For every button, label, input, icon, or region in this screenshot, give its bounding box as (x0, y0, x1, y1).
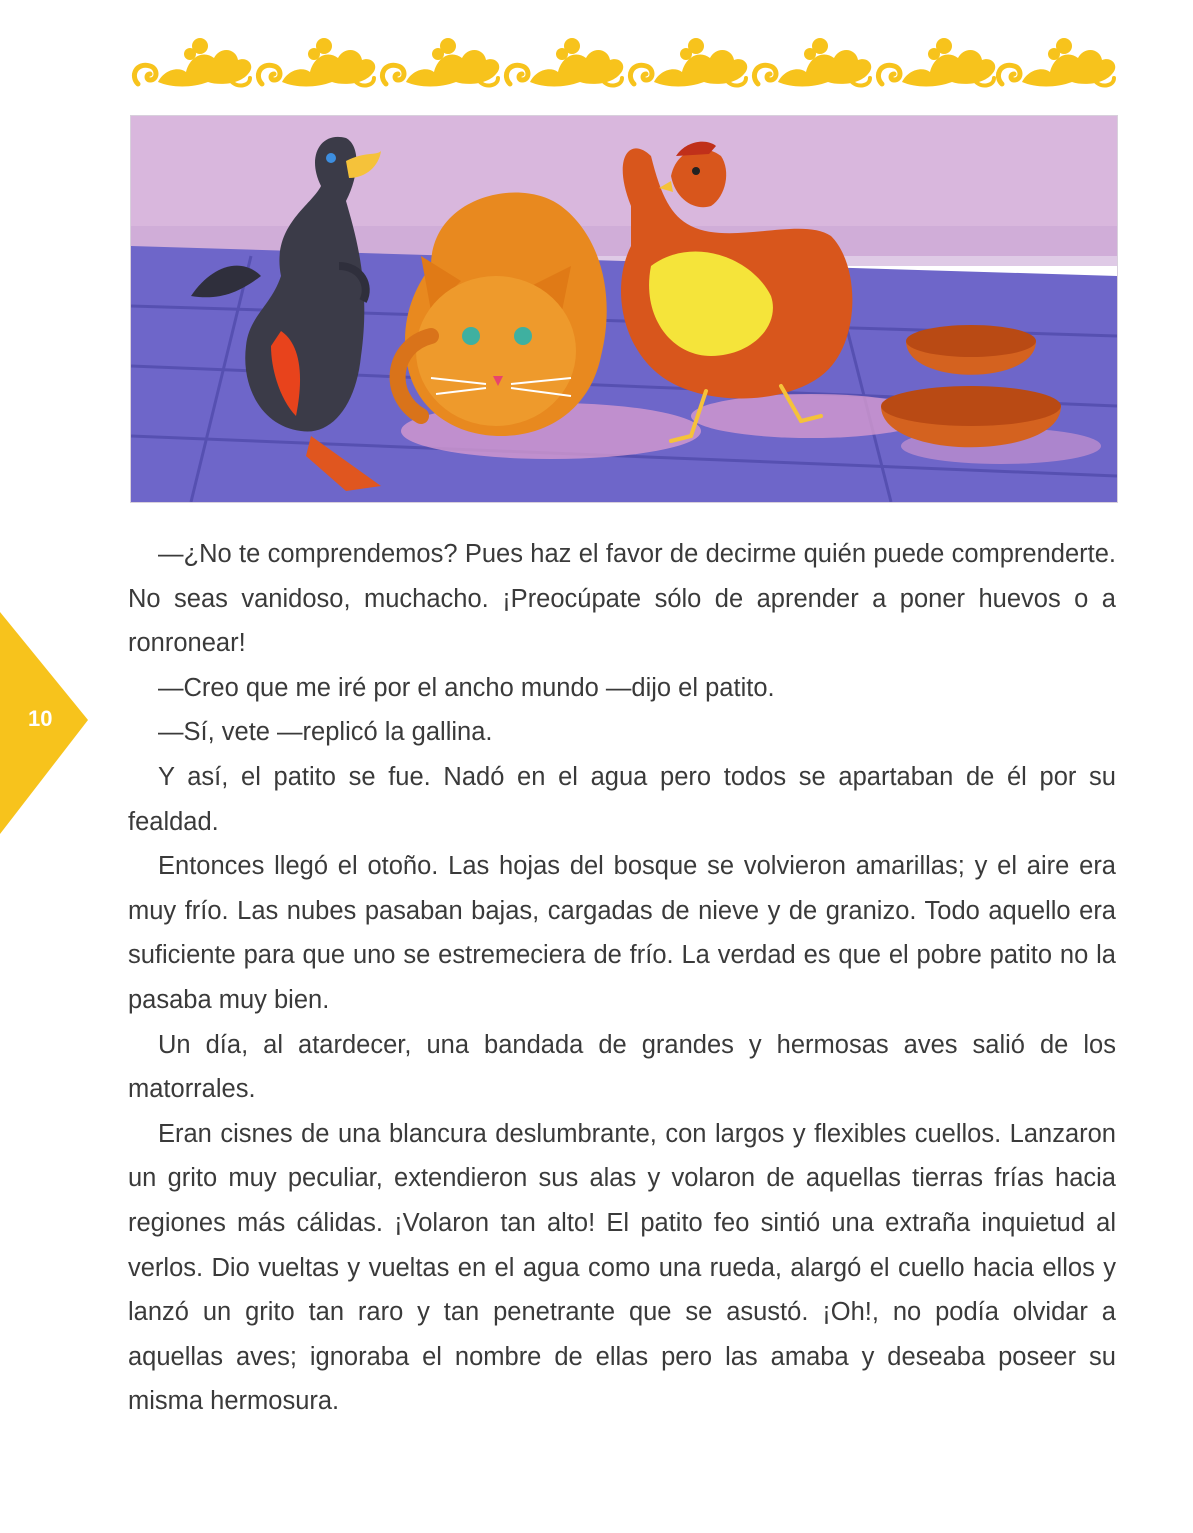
paragraph: —¿No te comprendemos? Pues haz el favor de decirme quién puede comprenderte. No seas vanidoso, muchacho. ¡Preocúpate sólo de aprender a poner huevos o a ronronear! (128, 540, 1116, 658)
paragraph: Y así, el patito se fue. Nadó en el agua pero todos se apartaban de él por su fealdad. (128, 762, 1116, 836)
story-illustration (130, 115, 1118, 503)
story-text (128, 532, 1116, 1424)
paragraph: Entonces llegó el otoño. Las hojas del bosque se volvieron amarillas; y el aire era muy frío. Las nubes pasaban bajas, cargadas de nieve y de granizo. Todo aquello era suficiente para que uno se estremeciera de frío. La verdad es que el pobre patito no la pasaba muy bien. (128, 852, 1116, 1014)
paragraph: Eran cisnes de una blancura deslumbrante, con largos y flexibles cuellos. Lanzaron un grito muy peculiar, extendieron sus alas y volaron de aquellas tierras frías hacia regiones más cálidas. ¡Volaron tan alto! El patito feo sintió una extraña inquietud al verlos. Dio vueltas y vueltas en el agua como una rueda, alargó el cuello hacia ellos y lanzó un grito tan raro y tan penetrante que se asustó. ¡Oh!, no podía olvidar a aquellas aves; ignoraba el nombre de ellas pero las amaba y deseaba poseer su misma hermosura. (128, 1119, 1116, 1416)
paragraph: —Sí, vete —replicó la gallina. (158, 718, 493, 747)
paragraph: Un día, al atardecer, una bandada de grandes y hermosas aves salió de los matorrales. (128, 1030, 1116, 1104)
paragraph: —Creo que me iré por el ancho mundo —dijo el patito. (158, 673, 775, 702)
page-number: 10 (28, 706, 53, 731)
decorative-ornament-border (128, 22, 1116, 94)
